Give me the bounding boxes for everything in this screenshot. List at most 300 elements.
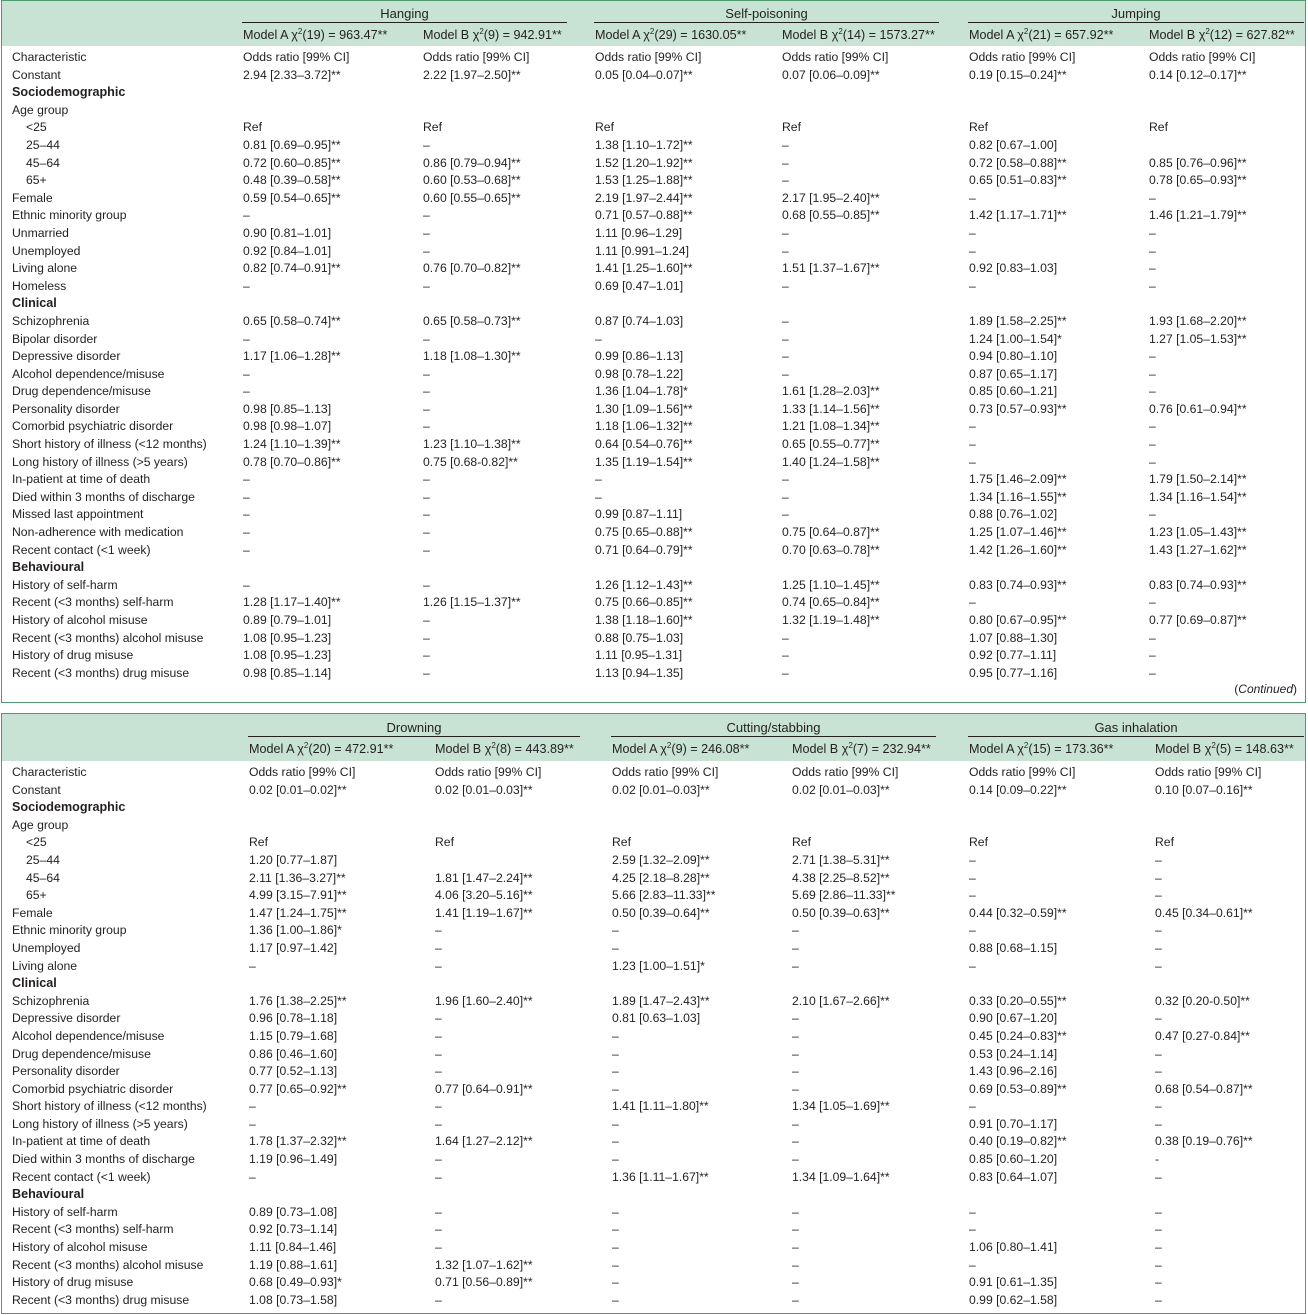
table-cell: 1.42 [1.26–1.60]** — [969, 542, 1067, 557]
table-row — [2, 940, 1305, 958]
group-header-cutting-stabbing: Cutting/stabbing — [611, 720, 936, 737]
table-cell: – — [243, 489, 250, 504]
table-cell: – — [243, 472, 250, 487]
table-cell: Ref — [969, 120, 988, 135]
table-row — [2, 1274, 1305, 1292]
table-cell: 0.87 [0.74–1.03] — [595, 313, 684, 328]
table-cell: – — [423, 525, 430, 540]
table-row — [2, 1151, 1305, 1169]
table-cell: – — [969, 1257, 976, 1272]
row-label: Sociodemographic — [12, 85, 126, 100]
table-cell: 0.81 [0.69–0.95]** — [243, 137, 341, 152]
table-cell: Odds ratio [99% CI] — [1149, 50, 1256, 64]
table-cell: 1.26 [1.15–1.37]** — [423, 595, 521, 610]
table-cell: 1.79 [1.50–2.14]** — [1149, 472, 1247, 487]
row-label: Recent (<3 months) self-harm — [12, 1222, 174, 1237]
table-cell: Odds ratio [99% CI] — [969, 765, 1076, 779]
table-cell: – — [782, 507, 789, 522]
table-cell: – — [423, 243, 430, 258]
table-cell: – — [969, 437, 976, 452]
table-cell: 1.53 [1.25–1.88]** — [595, 173, 693, 188]
table-cell: 0.80 [0.67–0.95]** — [969, 613, 1067, 627]
table-cell: – — [1155, 1257, 1162, 1272]
table-cell: 0.48 [0.39–0.58]** — [243, 173, 341, 188]
row-label: Behavioural — [12, 560, 85, 575]
table-cell: 1.26 [1.12–1.43]** — [595, 577, 693, 592]
table-cell: 0.68 [0.49–0.93]* — [249, 1275, 342, 1290]
row-label: Ethnic minority group — [12, 208, 127, 223]
model-b-header: Model B $\chi^2(5) = 148.63**$ — [1155, 741, 1294, 757]
table-cell: 1.78 [1.37–2.32]** — [249, 1134, 347, 1149]
table-row — [2, 418, 1305, 436]
table-cell: – — [1149, 190, 1156, 205]
table-cell: 4.38 [2.25–8.52]** — [792, 870, 890, 885]
table-cell: 0.82 [0.74–0.91]** — [243, 261, 341, 276]
table-cell: 0.89 [0.73–1.08] — [249, 1204, 338, 1219]
table-cell: 2.22 [1.97–2.50]** — [423, 67, 521, 82]
table-cell: – — [792, 1222, 799, 1237]
table-cell: – — [435, 1011, 442, 1026]
table-cell: 1.17 [1.06–1.28]** — [243, 349, 341, 364]
table-cell: Odds ratio [99% CI] — [243, 50, 350, 64]
table-cell: Ref — [1155, 835, 1174, 850]
table-cell: 0.98 [0.78–1.22] — [595, 366, 684, 381]
table-cell: 1.76 [1.38–2.25]** — [249, 993, 347, 1008]
table-cell: – — [969, 1222, 976, 1237]
table-cell: 1.41 [1.19–1.67]** — [435, 905, 533, 920]
table-row — [2, 225, 1305, 243]
table-cell: 2.17 [1.95–2.40]** — [782, 190, 880, 205]
row-label: <25 — [26, 835, 47, 850]
table-cell: – — [792, 1011, 799, 1026]
table-cell: 1.34 [1.16–1.54]** — [1149, 489, 1247, 504]
row-label: Non-adherence with medication — [12, 525, 184, 540]
table-row — [2, 1292, 1305, 1310]
table-cell: 1.52 [1.20–1.92]** — [595, 155, 693, 170]
table-cell: – — [1149, 665, 1156, 680]
table-cell: – — [435, 1099, 442, 1114]
table-cell: 0.32 [0.20-0.50]** — [1155, 993, 1250, 1008]
table-cell: – — [969, 190, 976, 205]
table-row — [2, 1028, 1305, 1046]
table-cell: – — [792, 1028, 799, 1043]
table-cell: – — [612, 923, 619, 938]
table-row — [2, 1046, 1305, 1064]
table-cell: – — [1155, 1240, 1162, 1255]
row-label: Bipolar disorder — [12, 331, 98, 346]
row-label: Constant — [12, 782, 61, 797]
table-row — [2, 1098, 1305, 1116]
table-cell: 1.28 [1.17–1.40]** — [243, 595, 341, 610]
table-cell: – — [243, 384, 250, 399]
table-cell: – — [423, 137, 430, 152]
row-label: Living alone — [12, 261, 78, 276]
table-row — [2, 1133, 1305, 1151]
table-cell: – — [1149, 261, 1156, 276]
table-cell: – — [792, 1081, 799, 1096]
row-label: Depressive disorder — [12, 349, 121, 364]
table-cell: 0.02 [0.01–0.02]** — [249, 782, 347, 797]
table-cell: – — [792, 958, 799, 973]
table-cell: – — [969, 419, 976, 434]
table-row — [2, 471, 1305, 489]
table-cell: – — [243, 278, 250, 293]
row-label: Died within 3 months of discharge — [12, 489, 195, 504]
table-cell: 1.23 [1.05–1.43]** — [1149, 525, 1247, 540]
row-label: 45–64 — [26, 155, 60, 170]
row-label: 45–64 — [26, 870, 60, 885]
table-cell: 1.38 [1.10–1.72]** — [595, 137, 693, 152]
table-cell: – — [782, 313, 789, 328]
table-cell: - — [1155, 1152, 1160, 1167]
row-label: Constant — [12, 67, 61, 82]
table-cell: – — [1149, 419, 1156, 434]
row-label: Depressive disorder — [12, 1011, 121, 1026]
table-cell: 0.77 [0.64–0.91]** — [435, 1081, 533, 1096]
table-row — [2, 782, 1305, 800]
table-cell: – — [423, 384, 430, 399]
table-cell: – — [243, 525, 250, 540]
table-cell: 0.86 [0.79–0.94]** — [423, 155, 521, 170]
row-label: Long history of illness (>5 years) — [12, 1116, 188, 1131]
table-cell: – — [1155, 923, 1162, 938]
table-cell: 0.65 [0.51–0.83]** — [969, 173, 1067, 188]
table-cell: – — [1149, 630, 1156, 645]
table-cell: Odds ratio [99% CI] — [435, 765, 542, 779]
table-cell: – — [595, 331, 602, 346]
table-cell: 1.19 [0.96–1.49] — [249, 1152, 338, 1167]
table-cell: – — [612, 1134, 619, 1149]
table-cell: 0.78 [0.65–0.93]** — [1149, 173, 1247, 188]
row-label: Schizophrenia — [12, 313, 90, 328]
table-cell: 1.15 [0.79–1.68] — [249, 1028, 338, 1043]
row-label: Comorbid psychiatric disorder — [12, 1081, 174, 1096]
table-cell: 0.69 [0.53–0.89]** — [969, 1081, 1067, 1096]
table-cell: 1.93 [1.68–2.20]** — [1149, 313, 1247, 328]
table-row — [2, 905, 1305, 923]
row-label: Female — [12, 905, 53, 920]
row-label: 65+ — [26, 173, 47, 188]
table-cell: – — [792, 1204, 799, 1219]
table-cell: – — [423, 419, 430, 434]
table-cell: 0.87 [0.65–1.17] — [969, 366, 1058, 381]
table-cell: – — [782, 173, 789, 188]
table-cell: 1.11 [0.96–1.29] — [595, 225, 683, 240]
table-row — [2, 506, 1305, 524]
table-cell: – — [1149, 454, 1156, 469]
table-cell: 0.71 [0.64–0.79]** — [595, 542, 693, 557]
table-cell: 0.65 [0.58–0.73]** — [423, 313, 521, 328]
table-cell: – — [435, 923, 442, 938]
table-cell: 0.33 [0.20–0.55]** — [969, 993, 1067, 1008]
table-cell: 1.51 [1.37–1.67]** — [782, 261, 880, 276]
table-cell: 0.07 [0.06–0.09]** — [782, 67, 880, 82]
table-cell: 0.78 [0.70–0.86]** — [243, 454, 341, 469]
table-cell: 0.86 [0.46–1.60] — [249, 1046, 338, 1061]
table-cell: – — [612, 1046, 619, 1061]
table-cell: 0.65 [0.58–0.74]** — [243, 313, 341, 328]
table-cell: 1.06 [0.80–1.41] — [969, 1240, 1058, 1255]
table-cell: – — [423, 331, 430, 346]
table-row — [2, 207, 1305, 225]
table-cell: 1.34 [1.05–1.69]** — [792, 1099, 890, 1114]
row-label: Drug dependence/misuse — [12, 1046, 151, 1061]
table-cell: 1.20 [0.77–1.87] — [249, 852, 338, 867]
table-cell: 0.83 [0.74–0.93]** — [1149, 577, 1247, 592]
table-row — [2, 958, 1305, 976]
table-cell: – — [249, 1116, 256, 1131]
table-cell: – — [782, 278, 789, 293]
table-cell: 1.25 [1.10–1.45]** — [782, 577, 880, 592]
table-cell: – — [792, 1152, 799, 1167]
table-row — [2, 665, 1305, 683]
table-cell: – — [792, 1275, 799, 1290]
table-row — [2, 524, 1305, 542]
table-cell: – — [612, 1222, 619, 1237]
row-label: History of self-harm — [12, 577, 118, 592]
row-label: Recent contact (<1 week) — [12, 542, 151, 557]
table-cell: 1.23 [1.00–1.51]* — [612, 958, 705, 973]
table-cell: – — [612, 1240, 619, 1255]
table-cell: 1.42 [1.17–1.71]** — [969, 208, 1067, 223]
table-row — [2, 1221, 1305, 1239]
table-cell: – — [612, 1028, 619, 1043]
model-b-header: Model B $\chi^2(12) = 627.82**$ — [1149, 27, 1295, 43]
table-cell: – — [969, 923, 976, 938]
table-cell: 0.88 [0.75–1.03] — [595, 630, 684, 645]
table-cell: – — [782, 472, 789, 487]
table-cell: 0.44 [0.32–0.59]** — [969, 905, 1067, 920]
group-header-gas-inhalation: Gas inhalation — [968, 720, 1304, 737]
table-cell: – — [423, 507, 430, 522]
table-cell: 0.92 [0.83–1.03] — [969, 261, 1058, 276]
table-cell: – — [969, 454, 976, 469]
section-header-row — [2, 975, 1305, 993]
table-cell: – — [1155, 1222, 1162, 1237]
table-cell: – — [792, 1064, 799, 1079]
model-a-header: Model A $\chi^2(21) = 657.92**$ — [969, 27, 1114, 43]
table-cell: – — [249, 1099, 256, 1114]
table-cell: 0.59 [0.54–0.65]** — [243, 190, 341, 205]
table-cell: 0.96 [0.78–1.18] — [249, 1011, 338, 1026]
table-cell: Ref — [243, 120, 262, 135]
table-cell: – — [1155, 1099, 1162, 1114]
table-cell: 1.08 [0.73–1.58] — [249, 1292, 338, 1307]
table-cell: – — [243, 507, 250, 522]
table-cell: 2.11 [1.36–3.27]** — [249, 870, 346, 885]
table-cell: – — [782, 243, 789, 258]
row-label: 25–44 — [26, 852, 60, 867]
table-cell: 0.88 [0.76–1.02] — [969, 507, 1058, 522]
table-cell: 0.75 [0.64–0.87]** — [782, 525, 880, 540]
table-cell: 0.99 [0.87–1.11] — [595, 507, 683, 522]
table-cell: 1.18 [1.08–1.30]** — [423, 349, 521, 364]
table-cell: 0.45 [0.24–0.83]** — [969, 1028, 1067, 1043]
table-cell: 0.85 [0.60–1.21] — [969, 384, 1058, 399]
table-cell: – — [435, 1116, 442, 1131]
table-cell: – — [595, 472, 602, 487]
row-label: Recent (<3 months) alcohol misuse — [12, 1257, 204, 1272]
model-b-header: Model B $\chi^2(9) = 942.91**$ — [423, 27, 562, 43]
table-cell: – — [243, 208, 250, 223]
model-a-header: Model A $\chi^2(20) = 472.91**$ — [249, 741, 394, 757]
table-cell: – — [1155, 958, 1162, 973]
table-cell: – — [1149, 437, 1156, 452]
table-row — [2, 1010, 1305, 1028]
table-cell: 4.99 [3.15–7.91]** — [249, 888, 347, 903]
table-cell: 0.89 [0.79–1.01] — [243, 613, 332, 627]
table-panel-1 — [1, 0, 1306, 703]
table-cell: 0.75 [0.68-0.82]** — [423, 454, 518, 469]
table-cell: 1.24 [1.10–1.39]** — [243, 437, 341, 452]
table-cell: – — [249, 958, 256, 973]
table-cell: 0.38 [0.19–0.76]** — [1155, 1134, 1253, 1149]
table-cell: 1.36 [1.04–1.78]* — [595, 384, 688, 399]
table-cell: – — [1155, 1169, 1162, 1184]
row-label: <25 — [26, 120, 47, 135]
table-cell: – — [782, 648, 789, 663]
row-label: Clinical — [12, 976, 57, 991]
table-panel-2 — [1, 713, 1306, 1314]
row-label: Alcohol dependence/misuse — [12, 1028, 165, 1043]
table-cell: 0.83 [0.74–0.93]** — [969, 577, 1067, 592]
table-cell: 0.99 [0.62–1.58] — [969, 1292, 1058, 1307]
table-cell: 2.59 [1.32–2.09]** — [612, 852, 710, 867]
table-cell: 1.64 [1.27–2.12]** — [435, 1134, 533, 1149]
table-cell: – — [1155, 852, 1162, 867]
table-cell: 0.71 [0.56–0.89]** — [435, 1275, 533, 1290]
table-cell: 1.40 [1.24–1.58]** — [782, 454, 880, 469]
table-cell: – — [782, 665, 789, 680]
row-label: Living alone — [12, 958, 78, 973]
table-row — [2, 870, 1305, 888]
table-cell: 1.89 [1.58–2.25]** — [969, 313, 1067, 328]
section-header-row — [2, 559, 1305, 577]
row-label: Age group — [12, 102, 69, 117]
table-cell: 2.19 [1.97–2.44]** — [595, 190, 693, 205]
table-cell: – — [1149, 384, 1156, 399]
table-row — [2, 190, 1305, 208]
table-cell: 1.19 [0.88–1.61] — [249, 1257, 338, 1272]
table-cell: – — [423, 208, 430, 223]
table-cell: – — [435, 1204, 442, 1219]
table-row — [2, 1204, 1305, 1222]
table-cell: 1.81 [1.47–2.24]** — [435, 870, 533, 885]
table-row — [2, 383, 1305, 401]
table-cell: 0.95 [0.77–1.16] — [969, 665, 1058, 680]
table-cell: 1.41 [1.11–1.80]** — [612, 1099, 709, 1114]
table-cell: 0.50 [0.39–0.64]** — [612, 905, 710, 920]
table-cell: 1.13 [0.94–1.35] — [595, 665, 684, 680]
row-label: Missed last appointment — [12, 507, 144, 522]
table-cell: 0.83 [0.64–1.07] — [969, 1169, 1058, 1184]
table-cell: 0.14 [0.09–0.22]** — [969, 782, 1067, 797]
table-cell: – — [1149, 648, 1156, 663]
table-row — [2, 454, 1305, 472]
table-cell: 0.10 [0.07–0.16]** — [1155, 782, 1253, 797]
table-cell: 0.76 [0.70–0.82]** — [423, 261, 521, 276]
table-cell: – — [612, 1081, 619, 1096]
table-row — [2, 993, 1305, 1011]
table-cell: – — [243, 366, 250, 381]
table-row — [2, 260, 1305, 278]
table-row — [2, 922, 1305, 940]
model-b-header: Model B $\chi^2(7) = 232.94**$ — [792, 741, 931, 757]
table-cell: – — [792, 1292, 799, 1307]
table-cell: 0.99 [0.86–1.13] — [595, 349, 684, 364]
table-cell: 1.36 [1.00–1.86]* — [249, 923, 342, 938]
table-row — [2, 1239, 1305, 1257]
table-row — [2, 1169, 1305, 1187]
table-cell: 0.73 [0.57–0.93]** — [969, 401, 1067, 416]
table-cell: – — [423, 278, 430, 293]
table-cell: – — [435, 1152, 442, 1167]
table-cell: 1.43 [0.96–2.16] — [969, 1064, 1058, 1079]
table-cell: – — [792, 1046, 799, 1061]
table-cell: 0.82 [0.67–1.00] — [969, 137, 1058, 152]
table-cell: – — [1155, 1204, 1162, 1219]
table-cell: – — [423, 401, 430, 416]
table-row — [2, 49, 1305, 67]
table-cell: Ref — [782, 120, 801, 135]
table-row — [2, 313, 1305, 331]
table-cell: – — [792, 1240, 799, 1255]
table-cell: 1.32 [1.07–1.62]** — [435, 1257, 533, 1272]
table-cell: 0.88 [0.68–1.15] — [969, 940, 1058, 955]
table-cell: – — [435, 1292, 442, 1307]
table-cell: – — [435, 1064, 442, 1079]
table-row — [2, 1081, 1305, 1099]
table-row — [2, 155, 1305, 173]
table-row — [2, 852, 1305, 870]
table-cell: – — [423, 613, 430, 627]
row-label: Female — [12, 190, 53, 205]
table-cell: – — [792, 940, 799, 955]
table-cell: 1.61 [1.28–2.03]** — [782, 384, 880, 399]
table-cell: – — [792, 1116, 799, 1131]
table-cell: – — [612, 1204, 619, 1219]
table-cell: – — [1155, 870, 1162, 885]
table-cell: – — [969, 595, 976, 610]
table-cell: – — [782, 349, 789, 364]
table-cell: 0.74 [0.65–0.84]** — [782, 595, 880, 610]
table-cell: 0.98 [0.98–1.07] — [243, 419, 332, 434]
row-label: History of drug misuse — [12, 648, 134, 663]
table-cell: 0.69 [0.47–1.01] — [595, 278, 684, 293]
group-header-jumping: Jumping — [968, 6, 1304, 23]
table-cell: Ref — [969, 835, 988, 850]
table-cell: 1.96 [1.60–2.40]** — [435, 993, 533, 1008]
table-cell: 0.64 [0.54–0.76]** — [595, 437, 693, 452]
table-cell: 0.14 [0.12–0.17]** — [1149, 67, 1247, 82]
row-label: Recent (<3 months) drug misuse — [12, 1292, 190, 1307]
table-cell: – — [782, 331, 789, 346]
table-cell: 5.66 [2.83–11.33]** — [612, 888, 716, 903]
table-cell: – — [612, 1064, 619, 1079]
table-cell: 0.75 [0.65–0.88]** — [595, 525, 693, 540]
table-cell: – — [969, 243, 976, 258]
table-row — [2, 594, 1305, 612]
table-cell: – — [792, 1257, 799, 1272]
table-cell: Ref — [423, 120, 442, 135]
table-cell: – — [1155, 1292, 1162, 1307]
table-cell: Odds ratio [99% CI] — [782, 50, 889, 64]
row-label: History of alcohol misuse — [12, 613, 148, 627]
table-cell: – — [969, 958, 976, 973]
row-label: Ethnic minority group — [12, 923, 127, 938]
section-header-row — [2, 1186, 1305, 1204]
row-label: Clinical — [12, 296, 57, 311]
